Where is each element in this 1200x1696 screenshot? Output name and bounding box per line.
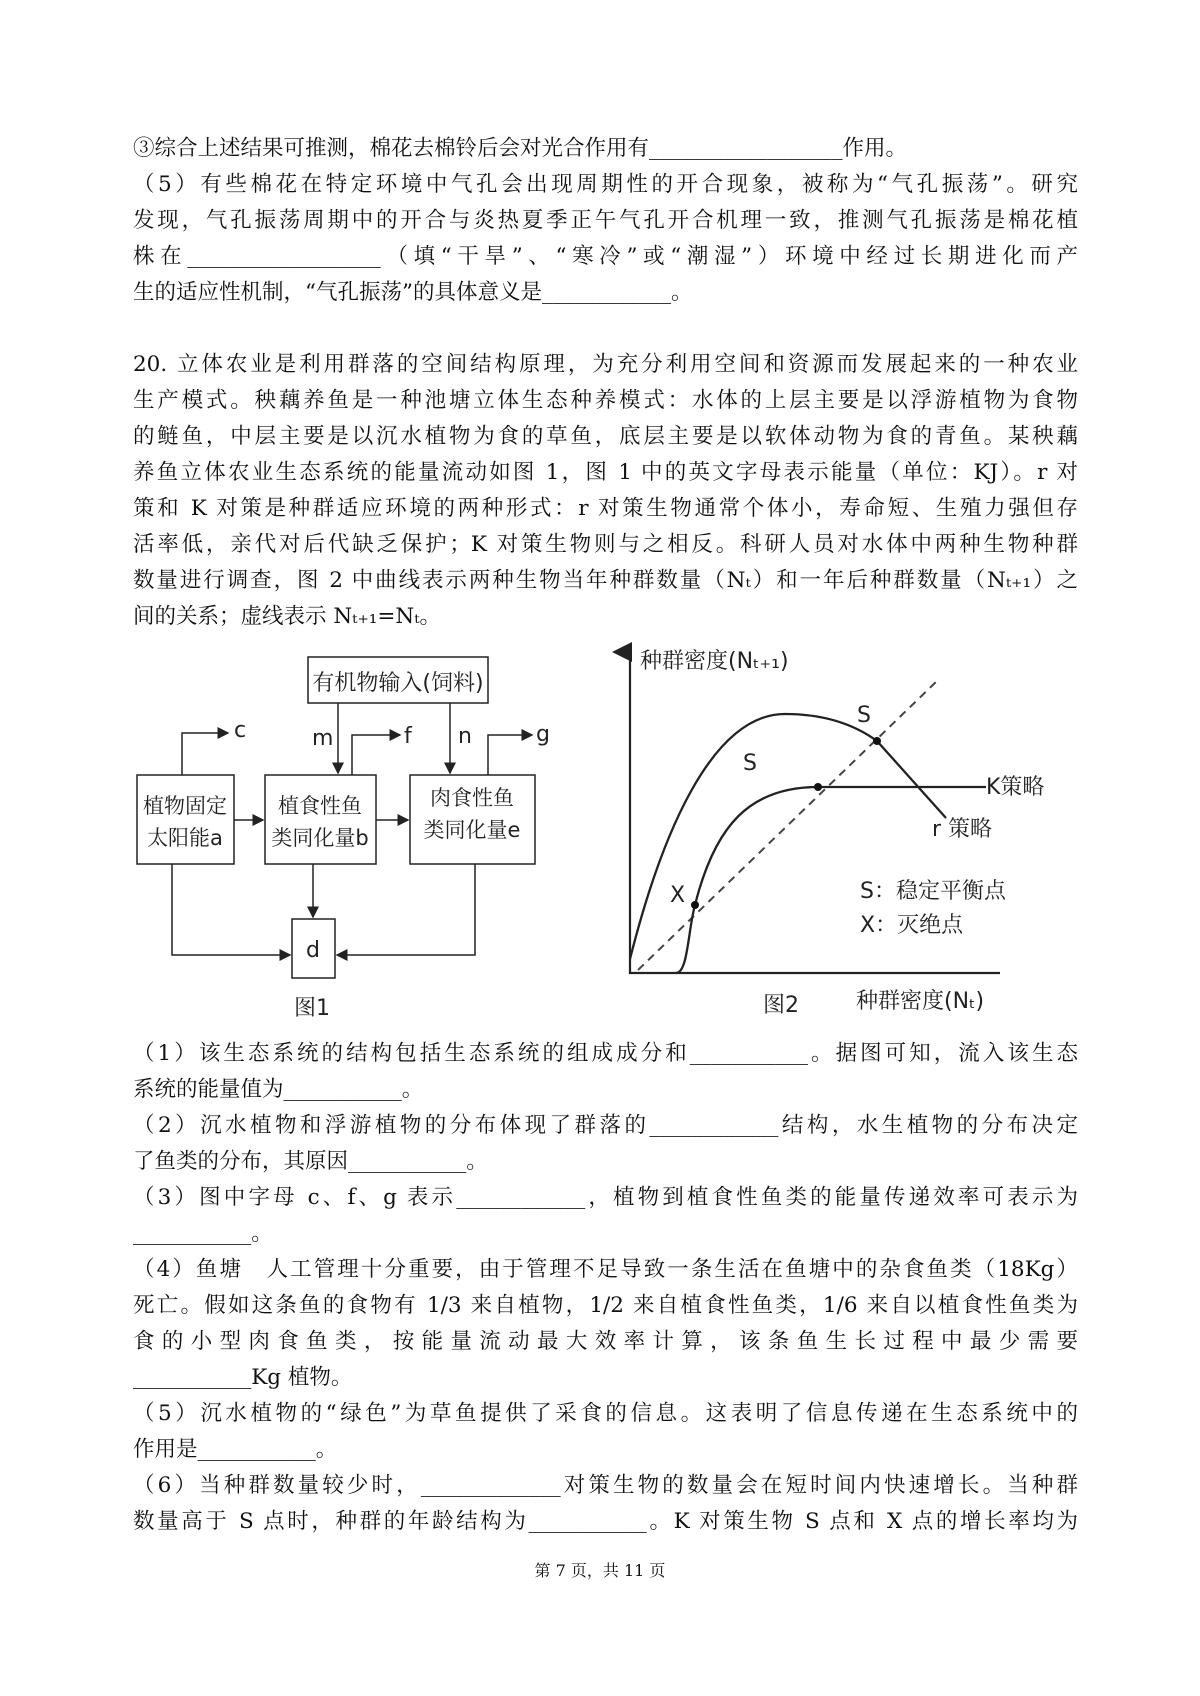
question-20-stem-line: 养鱼立体农业生态系统的能量流动如图 1，图 1 中的英文字母表示能量（单位：KJ）。r 对 xyxy=(133,460,1078,485)
label-f: f xyxy=(404,724,412,749)
sub-question-line: 了鱼类的分布，其原因___________。 xyxy=(133,1149,488,1174)
arrow-c xyxy=(182,733,228,775)
sub-question-line: ___________。 xyxy=(133,1221,273,1246)
sub-question-line: 食 的 小 型 肉 食 鱼 类 ， 按 能 量 流 动 最 大 效 率 计 算 ， 该 条 鱼 生 长 过 程 中 最 少 需 要 xyxy=(133,1329,1078,1354)
sub-question-line: （6）当种群数量较少时，_____________对策生物的数量会在短时间内快速增长。当种群 xyxy=(133,1473,1078,1498)
input-box-label: 有机物输入(饲料) xyxy=(312,671,484,696)
label-m: m xyxy=(312,726,334,751)
question-20-stem-line: 间的关系；虚线表示 Nₜ₊₁=Nₜ。 xyxy=(133,604,442,629)
question-20-stem-line: 20. 立体农业是利用群落的空间结构原理，为充分利用空间和资源而发展起来的一种农业 xyxy=(133,352,1078,377)
sub-question-line: （2）沉水植物和浮游植物的分布体现了群落的____________结构，水生植物的分布决定 xyxy=(133,1113,1078,1138)
point-s-k: S xyxy=(743,751,757,776)
k-strategy-label: K策略 xyxy=(986,775,1045,800)
sub-question-line: （4）鱼塘 人工管理十分重要，由于管理不足导致一条生活在鱼塘中的杂食鱼类（18Kg） xyxy=(133,1257,1078,1282)
question-20-stem-line: 策和 K 对策是种群适应环境的两种形式：r 对策生物通常个体小，寿命短、生殖力强但存 xyxy=(133,496,1078,521)
sub-question-line: ___________Kg 植物。 xyxy=(133,1365,353,1390)
r-strategy-label: r 策略 xyxy=(932,817,993,842)
question-20-stem-line: 的鲢鱼，中层主要是以沉水植物为食的草鱼，底层主要是以软体动物为食的青鱼。某秧藕 xyxy=(133,424,1078,449)
plant-box-label-1: 植物固定 xyxy=(143,794,227,818)
point-x: X xyxy=(670,883,686,908)
figure-2-caption: 图2 xyxy=(763,993,799,1018)
figure-1-caption: 图1 xyxy=(294,996,330,1021)
figure-1-energy-flow-diagram xyxy=(120,645,560,1025)
page-footer: 第 7 页，共 11 页 xyxy=(534,1561,666,1580)
sub-question-line: 系统的能量值为___________。 xyxy=(133,1077,424,1102)
text-line: （5）有些棉花在特定环境中气孔会出现周期性的开合现象，被称为“气孔振荡”。研究 xyxy=(133,172,1078,197)
question-20-stem-line: 活率低，亲代对后代缺乏保护；K 对策生物则与之相反。科研人员对水体中两种生物种群 xyxy=(133,532,1078,557)
text-line: 生的适应性机制，“气孔振荡”的具体意义是____________。 xyxy=(133,280,693,305)
herbivore-box-label-2: 类同化量b xyxy=(271,826,369,850)
label-c: c xyxy=(234,718,247,743)
sub-question-line: 作用是___________。 xyxy=(133,1437,338,1462)
legend-s: S：稳定平衡点 xyxy=(860,879,1006,904)
point-s-r: S xyxy=(857,703,871,728)
sub-question-line: （5）沉水植物的“绿色”为草鱼提供了采食的信息。这表明了信息传递在生态系统中的 xyxy=(133,1401,1078,1426)
sub-question-line: （1）该生态系统的结构包括生态系统的组成成分和___________。据图可知，流入该生态 xyxy=(133,1041,1078,1066)
figure-2-population-curves xyxy=(560,640,1100,1020)
x-axis-label: 种群密度(Nₜ) xyxy=(856,989,985,1014)
k-stable-point xyxy=(814,783,822,791)
sub-question-line: 数量高于 S 点时，种群的年龄结构为___________。K 对策生物 S 点和 X 点的增长率均为 xyxy=(133,1509,1078,1534)
herbivore-box-label-1: 植食性鱼 xyxy=(278,794,362,818)
sub-question-line: （3）图中字母 c、f、g 表示____________，植物到植食性鱼类的能量传递效率可表示为 xyxy=(133,1185,1078,1210)
carnivore-box-label-2: 类同化量e xyxy=(423,818,521,842)
carnivore-box-label-1: 肉食性鱼 xyxy=(430,786,514,810)
question-20-stem-line: 数量进行调查，图 2 中曲线表示两种生物当年种群数量（Nₜ）和一年后种群数量（Nₜ₊₁）之 xyxy=(133,568,1078,593)
r-stable-point xyxy=(873,737,881,745)
sub-question-line: 死亡。假如这条鱼的食物有 1/3 来自植物，1/2 来自植食性鱼类，1/6 来自以植食性鱼类为 xyxy=(133,1293,1078,1318)
question-20-stem-line: 生产模式。秧藕养鱼是一种池塘立体生态种养模式：水体的上层主要是以浮游植物为食物 xyxy=(133,388,1078,413)
arrow-f xyxy=(352,735,400,775)
legend-x: X：灭绝点 xyxy=(860,913,964,938)
label-n: n xyxy=(458,724,472,749)
extinction-point xyxy=(691,901,699,909)
plant-box xyxy=(137,775,234,864)
text-line: 发现，气孔振荡周期中的开合与炎热夏季正午气孔开合机理一致，推测气孔振荡是棉花植 xyxy=(133,208,1078,233)
text-line: 株在__________________（填“干旱”、“寒冷”或“潮湿”）环境中经过长期进化而产 xyxy=(133,244,1078,269)
plant-box-label-2: 太阳能a xyxy=(147,826,223,850)
d-box-label: d xyxy=(306,938,320,963)
label-g: g xyxy=(536,722,550,747)
arrow-a-d xyxy=(172,864,290,955)
arrow-e-d xyxy=(337,864,475,955)
herbivore-box xyxy=(265,775,376,864)
arrow-g xyxy=(488,735,532,775)
text-line: ③综合上述结果可推测，棉花去棉铃后会对光合作用有__________________作用。 xyxy=(133,136,908,161)
y-axis-label: 种群密度(Nₜ₊₁) xyxy=(640,649,789,674)
